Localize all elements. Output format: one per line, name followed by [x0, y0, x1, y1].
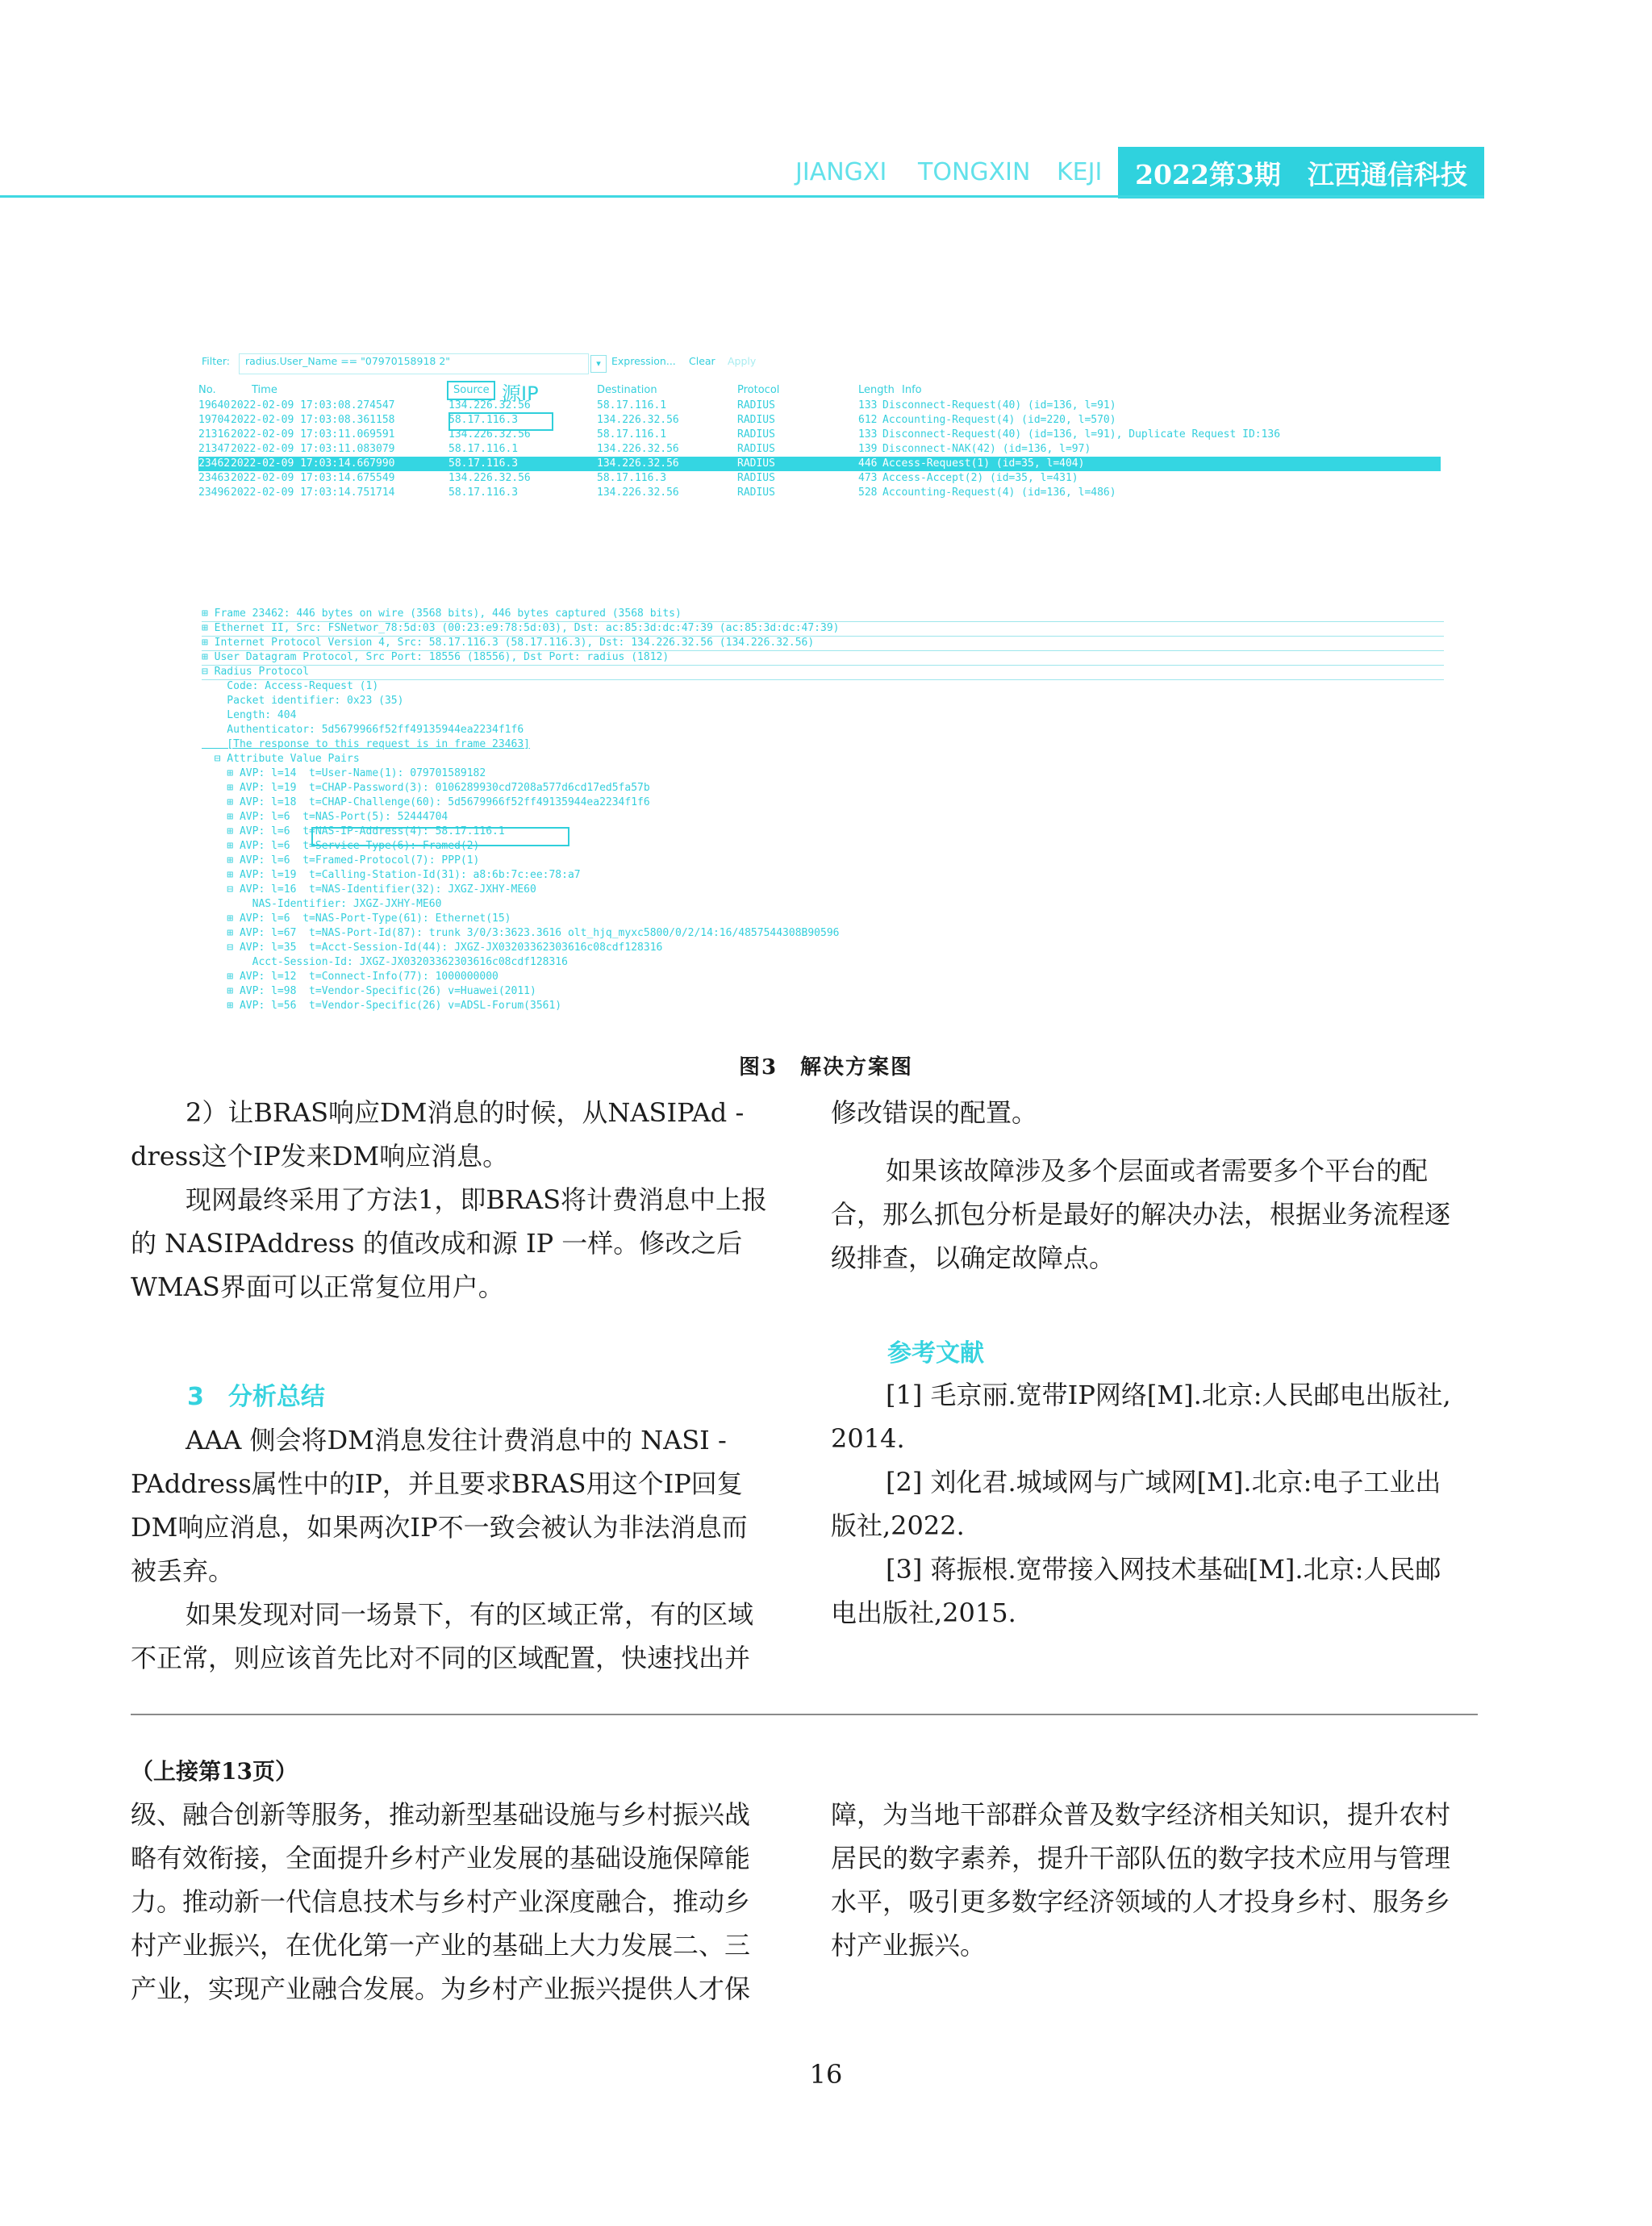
filter-bar	[202, 355, 757, 376]
detail-line: ⊟ Radius Protocol	[202, 665, 1444, 680]
page-number: 16	[809, 2059, 843, 2090]
filter-expression: Expression...	[611, 355, 676, 367]
filter-apply: Apply	[728, 355, 757, 367]
left-p2-l1: 现网最终采用了方法1，即BRAS将计费消息中上报	[186, 1184, 768, 1215]
ref-2-l1: [2] 刘化君.城域网与广域网[M].北京:电子工业出	[886, 1467, 1441, 1497]
filter-dropdown-icon: ▾	[590, 355, 607, 373]
packet-proto: RADIUS	[737, 472, 775, 484]
packet-src: 58.17.116.3	[448, 414, 519, 426]
ref-3-l1: [3] 蒋振根.宽带接入网技术基础[M].北京:人民邮	[886, 1554, 1441, 1585]
packet-dst: 58.17.116.1	[597, 428, 667, 441]
packet-info: Accounting-Request(4) (id=220, l=570)	[882, 414, 1116, 426]
detail-line: ⊞ AVP: l=6 t=Framed-Protocol(7): PPP(1)	[202, 854, 480, 867]
packet-proto: RADIUS	[737, 414, 775, 426]
section-divider	[131, 1714, 1478, 1715]
packet-row	[198, 428, 1441, 442]
detail-line: Length: 404	[202, 709, 297, 721]
ref-1-l1: [1] 毛京丽.宽带IP网络[M].北京:人民邮电出版社,	[886, 1380, 1451, 1410]
filter-clear: Clear	[689, 355, 715, 367]
col-time: Time	[252, 384, 277, 396]
detail-line: ⊞ User Datagram Protocol, Src Port: 18556 (18556), Dst Port: radius (1812)	[202, 650, 1444, 666]
cont-left-l1: 级、融合创新等服务，推动新型基础设施与乡村振兴战	[131, 1799, 751, 1830]
journal-issue-banner: 2022第3期 江西通信科技	[1118, 147, 1484, 198]
detail-line: ⊞ AVP: l=12 t=Connect-Info(77): 1000000000	[202, 971, 499, 983]
detail-line: ⊞ Ethernet II, Src: FSNetwor_78:5d:03 (00:23:e9:78:5d:03), Dst: ac:85:3d:dc:47:39 (ac:85:3d:dc:47:39)	[202, 621, 1444, 637]
right-p2-l2: 合，那么抓包分析是最好的解决办法，根据业务流程逐	[831, 1199, 1451, 1230]
detail-line: Acct-Session-Id: JXGZ-JX03203362303616c08cdf128316	[202, 956, 568, 968]
detail-line: ⊞ Internet Protocol Version 4, Src: 58.17.116.3 (58.17.116.3), Dst: 134.226.32.56 (134.226.32.56)	[202, 636, 1444, 651]
packet-info: Access-Request(1) (id=35, l=404)	[882, 457, 1085, 470]
left-p1-l2: dress这个IP发来DM响应消息。	[131, 1141, 509, 1171]
detail-line: ⊞ AVP: l=6 t=NAS-IP-Address(4): 58.17.116.1	[202, 825, 505, 837]
detail-line: ⊞ AVP: l=19 t=Calling-Station-Id(31): a8:6b:7c:ee:78:a7	[202, 869, 581, 881]
packet-time: 2022-02-09 17:03:08.274547	[231, 399, 395, 411]
packet-row	[198, 457, 1441, 471]
packet-time: 2022-02-09 17:03:14.675549	[231, 472, 395, 484]
cont-right-l1: 障，为当地干部群众普及数字经济相关知识，提升农村	[831, 1799, 1451, 1830]
ref-3-l2: 电出版社,2015.	[831, 1597, 1016, 1628]
packet-src: 58.17.116.3	[448, 487, 519, 499]
col-protocol: Protocol	[737, 384, 780, 396]
packet-no: 19640	[198, 399, 231, 411]
packet-len: 133	[858, 399, 878, 411]
detail-line: ⊞ AVP: l=98 t=Vendor-Specific(26) v=Huawei(2011)	[202, 985, 536, 997]
left-p2-l3: WMAS界面可以正常复位用户。	[131, 1272, 504, 1302]
packet-info: Accounting-Request(4) (id=136, l=486)	[882, 487, 1116, 499]
packet-info: Access-Accept(2) (id=35, l=431)	[882, 472, 1078, 484]
packet-proto: RADIUS	[737, 487, 775, 499]
col-source: Source	[453, 384, 490, 396]
packet-dst: 58.17.116.3	[597, 472, 667, 484]
cont-left-l5: 产业，实现产业融合发展。为乡村产业振兴提供人才保	[131, 1973, 751, 2004]
journal-latin-name-3: KEJI	[1057, 158, 1103, 186]
detail-line: [The response to this request is in frame 23463]	[202, 738, 530, 750]
packet-no: 23463	[198, 472, 231, 484]
packet-len: 612	[858, 414, 878, 426]
packet-dst: 134.226.32.56	[597, 443, 679, 455]
journal-latin-name-1: JIANGXI	[795, 158, 887, 186]
col-destination: Destination	[597, 384, 657, 396]
ref-1-l2: 2014.	[831, 1423, 905, 1454]
cont-right-l2: 居民的数字素养，提升干部队伍的数字技术应用与管理	[831, 1843, 1451, 1873]
packet-no: 21347	[198, 443, 231, 455]
packet-src: 134.226.32.56	[448, 428, 531, 441]
packet-src: 58.17.116.3	[448, 457, 519, 470]
right-p2-l1: 如果该故障涉及多个层面或者需要多个平台的配	[886, 1155, 1429, 1186]
right-p1-l1: 修改错误的配置。	[831, 1097, 1038, 1128]
section-3-title: 3 分析总结	[187, 1383, 325, 1411]
col-info: Info	[902, 384, 922, 396]
detail-line: ⊟ AVP: l=16 t=NAS-Identifier(32): JXGZ-JXHY-ME60	[202, 883, 536, 896]
col-length: Length	[858, 384, 895, 396]
detail-line: ⊞ AVP: l=6 t=NAS-Port(5): 52444704	[202, 811, 448, 823]
figure-caption: 图3 解决方案图	[738, 1055, 914, 1080]
packet-time: 2022-02-09 17:03:11.083079	[231, 443, 395, 455]
nas-ip-highlight-box	[311, 827, 569, 846]
source-ip-highlight-box	[448, 412, 553, 431]
packet-proto: RADIUS	[737, 457, 775, 470]
packet-info: Disconnect-NAK(42) (id=136, l=97)	[882, 443, 1091, 455]
detail-line: ⊞ AVP: l=6 t=NAS-Port-Type(61): Ethernet(15)	[202, 913, 511, 925]
packet-dst: 134.226.32.56	[597, 487, 679, 499]
packet-src: 134.226.32.56	[448, 399, 531, 411]
left-p4-l2: 不正常，则应该首先比对不同的区域配置，快速找出并	[131, 1643, 751, 1673]
detail-line: ⊞ AVP: l=6 t=Service-Type(6): Framed(2)	[202, 840, 480, 852]
filter-value: radius.User_Name == "07970158918 2"	[245, 355, 451, 367]
packet-proto: RADIUS	[737, 399, 775, 411]
packet-row	[198, 486, 1441, 500]
left-p3-l3: DM响应消息，如果两次IP不一致会被认为非法消息而	[131, 1512, 748, 1543]
packet-info: Disconnect-Request(40) (id=136, l=91), Duplicate Request ID:136	[882, 428, 1281, 441]
cont-left-l3: 力。推动新一代信息技术与乡村产业深度融合，推动乡	[131, 1886, 751, 1917]
packet-row	[198, 399, 1441, 413]
packet-proto: RADIUS	[737, 443, 775, 455]
packet-time: 2022-02-09 17:03:08.361158	[231, 414, 395, 426]
packet-no: 23462	[198, 457, 231, 470]
detail-line: Authenticator: 5d5679966f52ff49135944ea2234f1f6	[202, 724, 524, 736]
packet-len: 473	[858, 472, 878, 484]
packet-row	[198, 471, 1441, 486]
packet-len: 528	[858, 487, 878, 499]
detail-line: ⊟ AVP: l=35 t=Acct-Session-Id(44): JXGZ-JX03203362303616c08cdf128316	[202, 942, 663, 954]
packet-proto: RADIUS	[737, 428, 775, 441]
left-p4-l1: 如果发现对同一场景下，有的区域正常，有的区域	[186, 1599, 754, 1630]
source-highlight-box	[447, 381, 495, 400]
detail-line: ⊞ AVP: l=19 t=CHAP-Password(3): 0106289930cd7208a577d6cd17ed5fa57b	[202, 782, 650, 794]
packet-time: 2022-02-09 17:03:14.751714	[231, 487, 395, 499]
col-no: No.	[198, 384, 216, 396]
packet-src: 58.17.116.1	[448, 443, 519, 455]
packet-no: 21316	[198, 428, 231, 441]
header-rule	[0, 195, 1484, 198]
packet-info: Disconnect-Request(40) (id=136, l=91)	[882, 399, 1116, 411]
filter-input-frame	[239, 353, 589, 374]
ref-2-l2: 版社,2022.	[831, 1510, 965, 1541]
packet-len: 446	[858, 457, 878, 470]
cont-right-l4: 村产业振兴。	[831, 1930, 987, 1961]
packet-dst: 134.226.32.56	[597, 414, 679, 426]
cont-left-l4: 村产业振兴，在优化第一产业的基础上大力发展二、三	[131, 1930, 751, 1961]
continuation-heading: （上接第13页）	[131, 1758, 298, 1785]
detail-line: ⊞ AVP: l=14 t=User-Name(1): 079701589182	[202, 767, 486, 779]
cont-right-l3: 水平，吸引更多数字经济领域的人才投身乡村、服务乡	[831, 1886, 1451, 1917]
detail-line: ⊞ AVP: l=56 t=Vendor-Specific(26) v=ADSL-Forum(3561)	[202, 1000, 562, 1012]
detail-line: ⊞ AVP: l=18 t=CHAP-Challenge(60): 5d5679966f52ff49135944ea2234f1f6	[202, 796, 650, 808]
references-title: 参考文献	[887, 1339, 984, 1368]
source-ip-annotation: 源IP	[502, 382, 539, 405]
packet-row	[198, 442, 1441, 457]
packet-no: 19704	[198, 414, 231, 426]
packet-dst: 58.17.116.1	[597, 399, 667, 411]
left-p3-l4: 被丢弃。	[131, 1556, 235, 1586]
packet-len: 133	[858, 428, 878, 441]
left-p3-l2: PAddress属性中的IP，并且要求BRAS用这个IP回复	[131, 1468, 743, 1499]
left-p2-l2: 的 NASIPAddress 的值改成和源 IP 一样。修改之后	[131, 1228, 743, 1259]
right-p2-l3: 级排查，以确定故障点。	[831, 1242, 1116, 1273]
detail-line: ⊞ AVP: l=67 t=NAS-Port-Id(87): trunk 3/0/3:3623.3616 olt_hjq_myxc5800/0/2/14:16/4857544308B90596	[202, 927, 840, 939]
packet-len: 139	[858, 443, 878, 455]
detail-line: ⊞ Frame 23462: 446 bytes on wire (3568 bits), 446 bytes captured (3568 bits)	[202, 607, 1444, 622]
cont-left-l2: 略有效衔接，全面提升乡村产业发展的基础设施保障能	[131, 1843, 751, 1873]
detail-line: ⊟ Attribute Value Pairs	[202, 753, 360, 765]
detail-line: NAS-Identifier: JXGZ-JXHY-ME60	[202, 898, 442, 910]
packet-time: 2022-02-09 17:03:11.069591	[231, 428, 395, 441]
packet-src: 134.226.32.56	[448, 472, 531, 484]
left-p1-l1: 2）让BRAS响应DM消息的时候，从NASIPAd -	[186, 1097, 745, 1128]
detail-line: Code: Access-Request (1)	[202, 680, 379, 692]
journal-latin-name-2: TONGXIN	[918, 158, 1031, 186]
left-p3-l1: AAA 侧会将DM消息发往计费消息中的 NASI -	[186, 1425, 727, 1455]
packet-dst: 134.226.32.56	[597, 457, 679, 470]
detail-line: Packet identifier: 0x23 (35)	[202, 695, 404, 707]
filter-label: Filter:	[202, 355, 230, 367]
packet-time: 2022-02-09 17:03:14.667990	[231, 457, 395, 470]
packet-no: 23496	[198, 487, 231, 499]
packet-row	[198, 413, 1441, 428]
